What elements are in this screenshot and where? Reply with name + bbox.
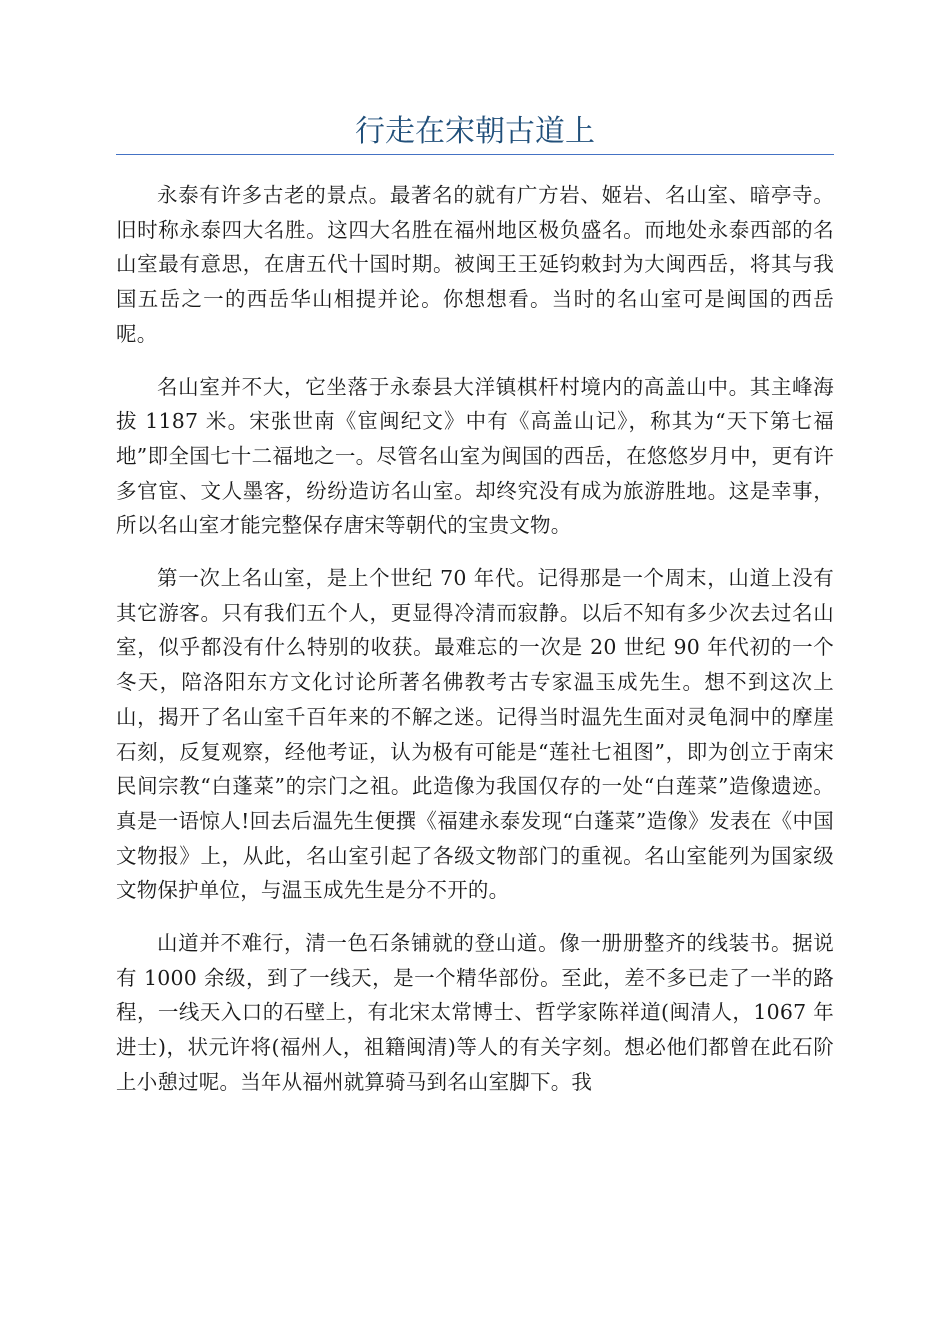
document-title: 行走在宋朝古道上 [355, 114, 595, 149]
paragraph-4: 山道并不难行，清一色石条铺就的登山道。像一册册整齐的线装书。据说有 1000 余级，到了一线天，是一个精华部份。至此，差不多已走了一半的路程，一线天入口的石壁上，有北宋太常博士、哲学家陈祥道(闽清人，1067 年进士)，状元许将(福州人，祖籍闽清)等人的有关字刻。想必他们都曾在此石阶上小憩过呢。当年从福州就算骑马到名山室脚下。我 [116, 931, 834, 1094]
paragraph-3: 第一次上名山室，是上个世纪 70 年代。记得那是一个周末，山道上没有其它游客。只有我们五个人，更显得冷清而寂静。以后不知有多少次去过名山室，似乎都没有什么特别的收获。最难忘的一次是 20 世纪 90 年代初的一个冬天，陪洛阳东方文化讨论所著名佛教考古专家温玉成先生。想不到这次上山，揭开了名山室千百年来的不解之迷。记得当时温先生面对灵龟洞中的摩崖石刻，反复观察，经他考证，认为极有可能是“莲社七祖图”，即为创立于南宋民间宗教“白蓬菜”的宗门之祖。此造像为我国仅存的一处“白莲菜”造像遗迹。真是一语惊人!回去后温先生便撰《福建永泰发现“白蓬菜”造像》发表在《中国文物报》上，从此，名山室引起了各级文物部门的重视。名山室能列为国家级文物保护单位，与温玉成先生是分不开的。 [116, 566, 834, 903]
document-body [116, 178, 834, 1118]
title-underline [116, 154, 834, 155]
paragraph-1: 永泰有许多古老的景点。最著名的就有广方岩、姬岩、名山室、暗亭寺。旧时称永泰四大名胜。这四大名胜在福州地区极负盛名。而地处永泰西部的名山室最有意思，在唐五代十国时期。被闽王王延钧敕封为大闽西岳，将其与我国五岳之一的西岳华山相提并论。你想想看。当时的名山室可是闽国的西岳呢。 [116, 183, 834, 346]
paragraph-2: 名山室并不大，它坐落于永泰县大洋镇棋杆村境内的高盖山中。其主峰海拔 1187 米。宋张世南《宦闽纪文》中有《高盖山记》，称其为“天下第七福地”即全国七十二福地之一。尽管名山室为闽国的西岳，在悠悠岁月中，更有许多官宦、文人墨客，纷纷造访名山室。却终究没有成为旅游胜地。这是幸事，所以名山室才能完整保存唐宋等朝代的宝贵文物。 [116, 374, 834, 538]
